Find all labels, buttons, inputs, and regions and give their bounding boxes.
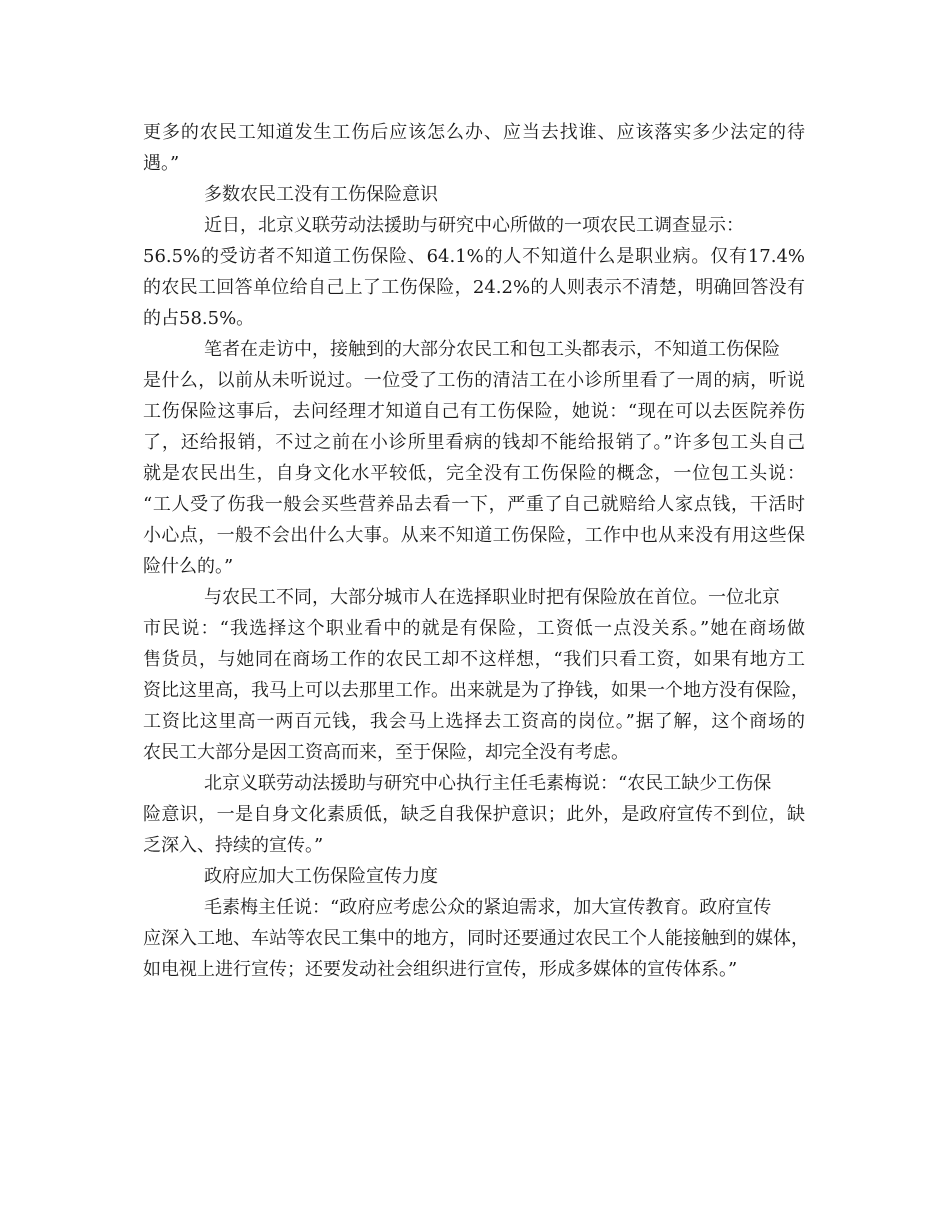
text-line: 了，还给报销，不过之前在小诊所里看病的钱却不能给报销了。”许多包工头自己 (143, 432, 805, 453)
document-body (143, 117, 809, 985)
section-heading: 政府应加大工伤保险宣传力度 (204, 866, 438, 887)
text-line: 农民工大部分是因工资高而来，至于保险，却完全没有考虑。 (143, 742, 629, 763)
text-line: 工伤保险这事后，去问经理才知道自己有工伤保险，她说：“现在可以去医院养伤 (143, 401, 805, 422)
text-line: 乏深入、持续的宣传。” (143, 835, 324, 856)
section-heading: 多数农民工没有工伤保险意识 (204, 184, 438, 205)
text-line: 就是农民出生，自身文化水平较低，完全没有工伤保险的概念，一位包工头说： (143, 463, 805, 484)
text-line: 毛素梅主任说：“政府应考虑公众的紧迫需求，加大宣传教育。政府宣传 (204, 897, 772, 918)
text-line: 市民说：“我选择这个职业看中的就是有保险，工资低一点没关系。”她在商场做 (143, 618, 805, 639)
text-line: 险意识，一是自身文化素质低，缺乏自我保护意识；此外，是政府宣传不到位，缺 (143, 804, 805, 825)
text-line: 的占58.5%。 (143, 308, 255, 329)
text-line: 与农民工不同，大部分城市人在选择职业时把有保险放在首位。一位北京 (204, 587, 780, 608)
text-line: 更多的农民工知道发生工伤后应该怎么办、应当去找谁、应该落实多少法定的待 (143, 122, 805, 143)
text-line: 是什么，以前从未听说过。一位受了工伤的清洁工在小诊所里看了一周的病，听说 (143, 370, 805, 391)
text-line: 小心点，一般不会出什么大事。从来不知道工伤保险，工作中也从来没有用这些保 (143, 525, 805, 546)
text-line: 56.5%的受访者不知道工伤保险、64.1%的人不知道什么是职业病。仅有17.4% (143, 246, 805, 267)
text-line: 资比这里高，我马上可以去那里工作。出来就是为了挣钱，如果一个地方没有保险， (143, 680, 809, 701)
text-line: 工资比这里高一两百元钱，我会马上选择去工资高的岗位。”据了解，这个商场的 (143, 711, 805, 732)
text-line: 应深入工地、车站等农民工集中的地方，同时还要通过农民工个人能接触到的媒体， (143, 928, 809, 949)
text-line: 北京义联劳动法援助与研究中心执行主任毛素梅说：“农民工缺少工伤保 (204, 773, 772, 794)
text-line: 险什么的。” (143, 556, 234, 577)
text-line: 的农民工回答单位给自己上了工伤保险，24.2%的人则表示不清楚，明确回答没有 (143, 277, 805, 298)
text-line: 笔者在走访中，接触到的大部分农民工和包工头都表示，不知道工伤保险 (204, 339, 780, 360)
text-line: 售货员，与她同在商场工作的农民工却不这样想，“我们只看工资，如果有地方工 (143, 649, 805, 670)
text-line: 遇。” (143, 153, 180, 174)
text-line: “工人受了伤我一般会买些营养品去看一下，严重了自己就赔给人家点钱，干活时 (143, 494, 805, 515)
text-line: 如电视上进行宣传；还要发动社会组织进行宣传，形成多媒体的宣传体系。” (143, 959, 738, 980)
text-line: 近日，北京义联劳动法援助与研究中心所做的一项农民工调查显示： (204, 215, 744, 236)
